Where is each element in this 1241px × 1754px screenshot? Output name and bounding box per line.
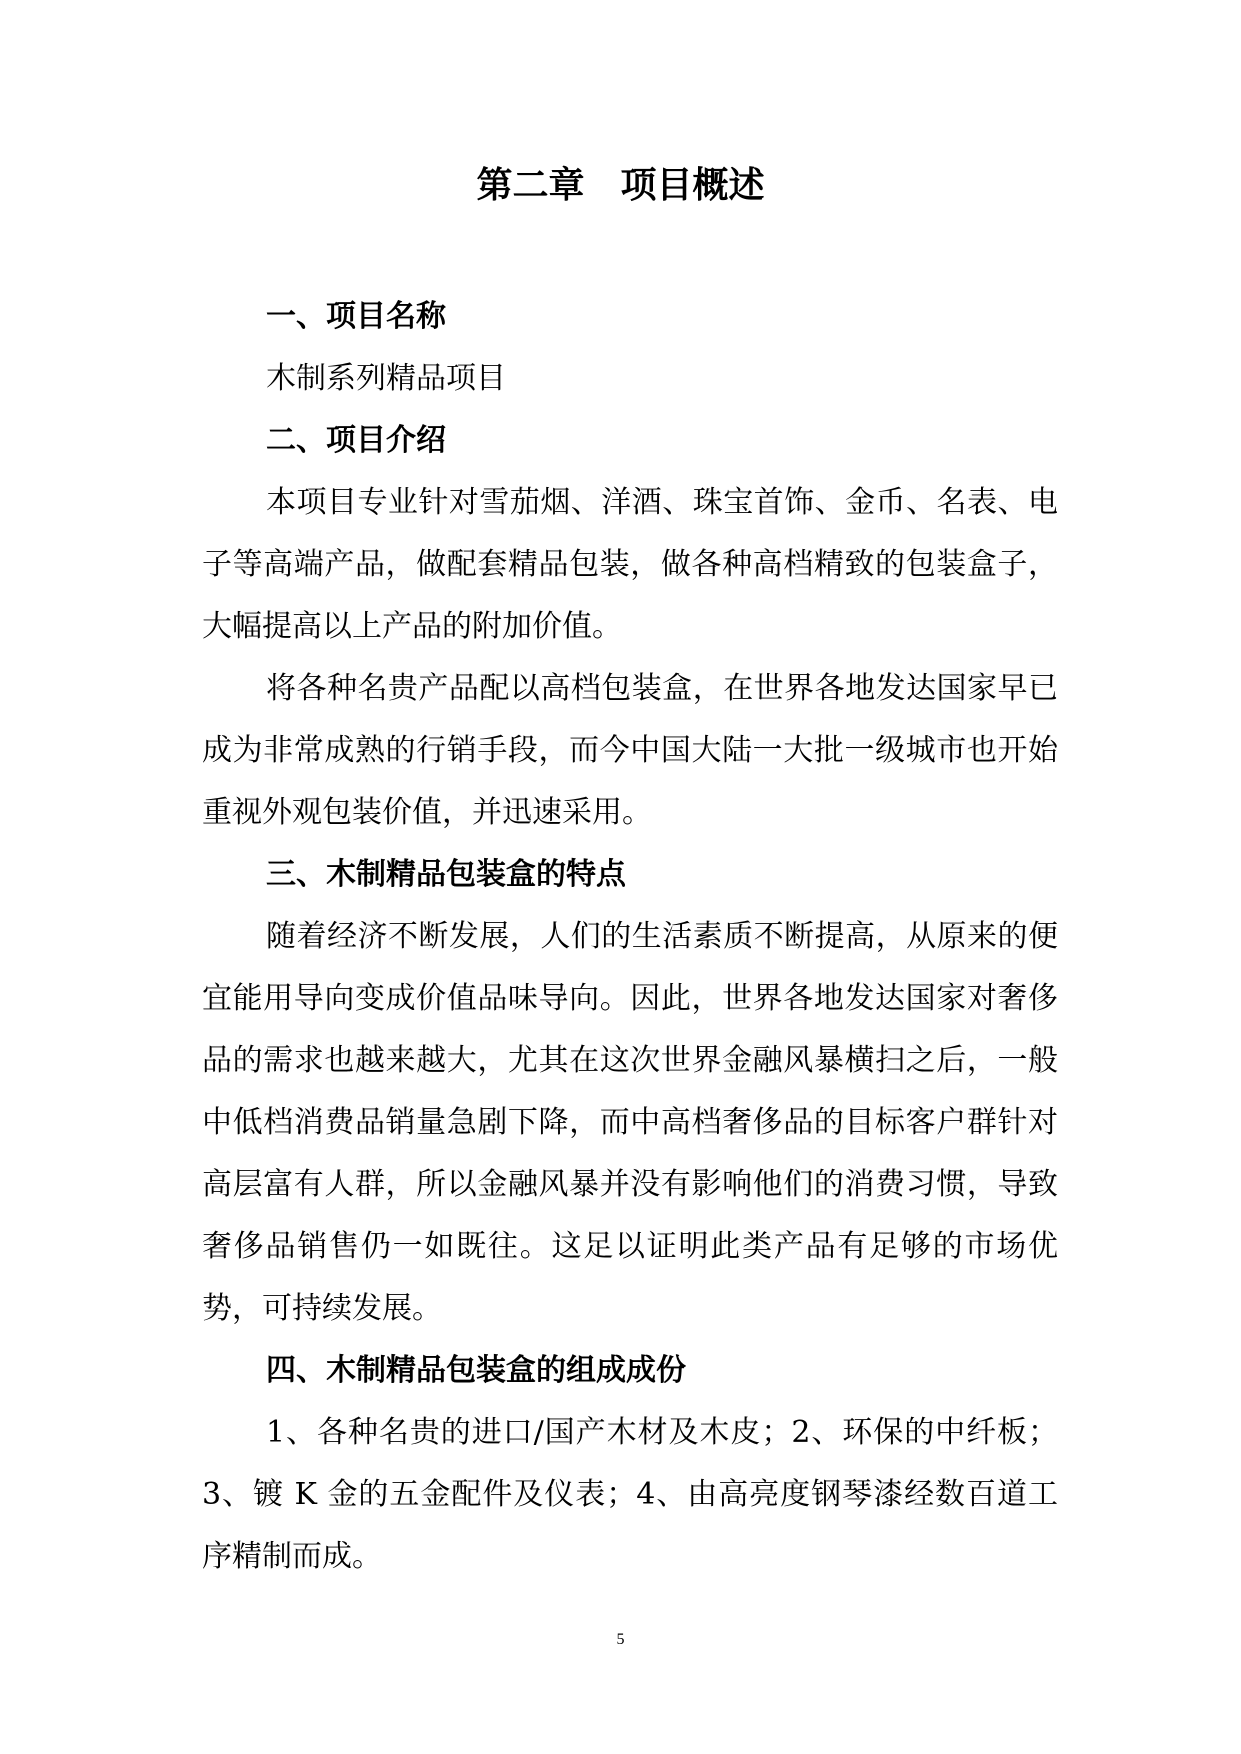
section-heading-components: 四、木制精品包装盒的组成成份 [266,1353,686,1388]
section-heading-project-intro: 二、项目介绍 [266,423,446,458]
project-intro-paragraph-2: 将各种名贵产品配以高档包装盒，在世界各地发达国家早已成为非常成熟的行销手段，而今中国大陆一大批一级城市也开始重视外观包装价值，并迅速采用。 [202,671,1058,830]
chapter-title: 第二章 项目概述 [476,165,765,206]
section-heading-features: 三、木制精品包装盒的特点 [266,857,626,892]
features-paragraph: 随着经济不断发展，人们的生活素质不断提高，从原来的便宜能用导向变成价值品味导向。因此，世界各地发达国家对奢侈品的需求也越来越大，尤其在这次世界金融风暴横扫之后，一般中低档消费品销量急剧下降，而中高档奢侈品的目标客户群针对高层富有人群，所以金融风暴并没有影响他们的消费习惯，导致奢侈品销售仍一如既往。这足以证明此类产品有足够的市场优势，可持续发展。 [202,919,1058,1326]
page-number: 5 [616,1631,625,1648]
section-heading-project-name: 一、项目名称 [266,299,446,334]
project-name-text: 木制系列精品项目 [266,361,506,396]
project-intro-paragraph-1: 本项目专业针对雪茄烟、洋酒、珠宝首饰、金币、名表、电子等高端产品，做配套精品包装，做各种高档精致的包装盒子，大幅提高以上产品的附加价值。 [202,485,1058,644]
components-paragraph: 1、各种名贵的进口/国产木材及木皮；2、环保的中纤板；3、镀 K 金的五金配件及仪表；4、由高亮度钢琴漆经数百道工序精制而成。 [202,1415,1058,1574]
document-body [202,286,1058,1588]
